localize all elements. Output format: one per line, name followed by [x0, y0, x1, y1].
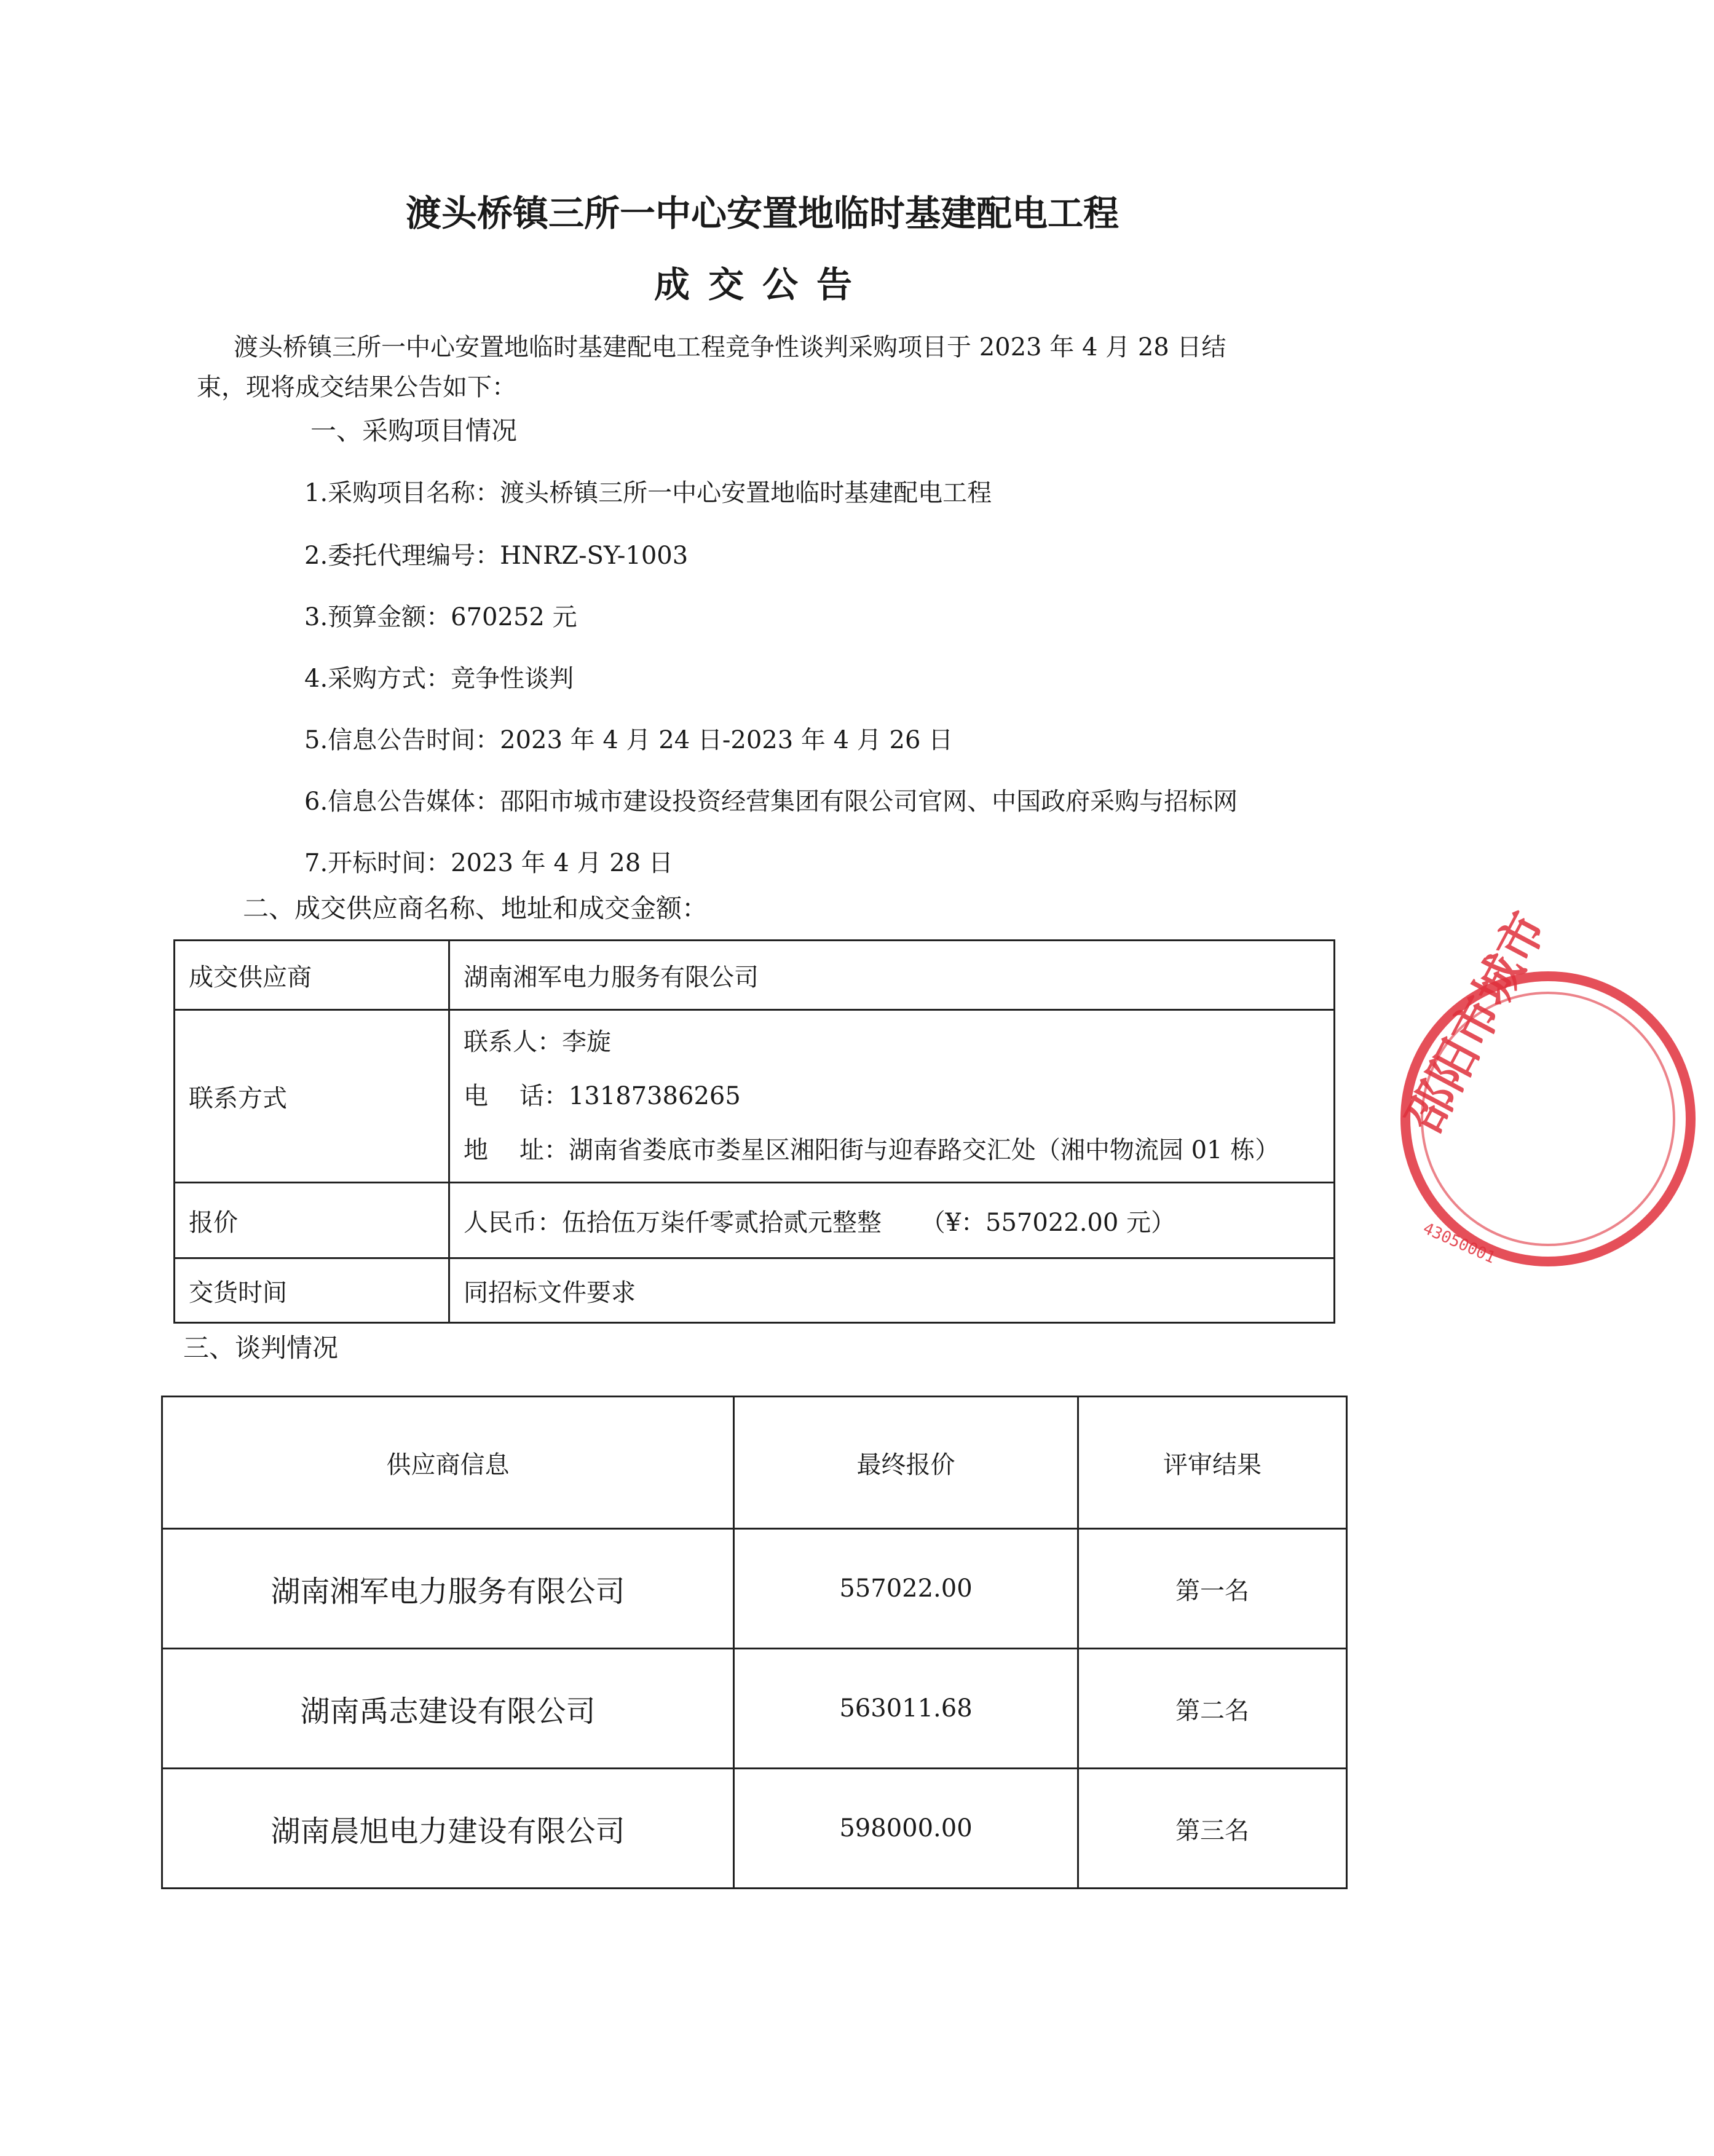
- seal-text: 邵阳市城市: [1396, 903, 1558, 1142]
- contact-value: [449, 1010, 1335, 1183]
- bid-opening-item: 7.开标时间：2023 年 4 月 28 日: [304, 849, 673, 877]
- ranking-cell: 第三名: [1078, 1769, 1347, 1889]
- procurement-method-item: 4.采购方式：竞争性谈判: [304, 665, 574, 693]
- section-3-heading: 三、谈判情况: [183, 1333, 339, 1363]
- contact-person: 联系人：李旋: [464, 1028, 611, 1056]
- document-subtitle: 成交公告: [654, 264, 871, 306]
- supplier-name-cell: 湖南湘军电力服务有限公司: [162, 1529, 734, 1649]
- winning-supplier-table: [173, 939, 1335, 1324]
- table-row: [162, 1769, 1347, 1889]
- intro-line-1: 渡头桥镇三所一中心安置地临时基建配电工程竞争性谈判采购项目于 2023 年 4 月 28 日结: [234, 333, 1226, 361]
- notice-media-item: 6.信息公告媒体：邵阳市城市建设投资经营集团有限公司官网、中国政府采购与招标网: [304, 788, 1238, 816]
- supplier-name-cell: 湖南晨旭电力建设有限公司: [162, 1769, 734, 1889]
- supplier-value: 湖南湘军电力服务有限公司: [449, 941, 1335, 1010]
- contact-phone: 电 话：13187386265: [464, 1082, 741, 1110]
- table-row: [162, 1649, 1347, 1769]
- document-title: 渡头桥镇三所一中心安置地临时基建配电工程: [405, 192, 1119, 234]
- delivery-label: 交货时间: [175, 1258, 449, 1323]
- final-price-cell: 557022.00: [734, 1529, 1078, 1649]
- column-header-final-price: 最终报价: [734, 1397, 1078, 1529]
- delivery-value: 同招标文件要求: [449, 1258, 1335, 1323]
- supplier-name-cell: 湖南禹志建设有限公司: [162, 1649, 734, 1769]
- ranking-cell: 第二名: [1078, 1649, 1347, 1769]
- section-1-heading: 一、采购项目情况: [310, 416, 518, 446]
- intro-line-2: 束，现将成交结果公告如下：: [197, 373, 516, 401]
- price-label: 报价: [175, 1183, 449, 1258]
- ranking-cell: 第一名: [1078, 1529, 1347, 1649]
- price-value: 人民币：伍拾伍万柒仟零贰拾贰元整整 （¥：557022.00 元）: [449, 1183, 1335, 1258]
- notice-period-item: 5.信息公告时间：2023 年 4 月 24 日-2023 年 4 月 26 日: [304, 726, 954, 754]
- company-seal-stamp: [1394, 903, 1558, 1273]
- column-header-review-result: 评审结果: [1078, 1397, 1347, 1529]
- contact-address: 地 址：湖南省娄底市娄星区湘阳街与迎春路交汇处（湘中物流园 01 栋）: [464, 1136, 1280, 1164]
- final-price-cell: 598000.00: [734, 1769, 1078, 1889]
- project-name-item: 1.采购项目名称：渡头桥镇三所一中心安置地临时基建配电工程: [304, 479, 992, 507]
- column-header-supplier: 供应商信息: [162, 1397, 734, 1529]
- contact-label: 联系方式: [175, 1010, 449, 1183]
- table-row: [175, 941, 1335, 1010]
- seal-code: 43050001: [1420, 1219, 1498, 1268]
- agency-number-item: 2.委托代理编号：HNRZ-SY-1003: [304, 542, 689, 570]
- negotiation-results-table: [161, 1396, 1348, 1889]
- table-row: [162, 1529, 1347, 1649]
- table-row: [175, 1258, 1335, 1323]
- budget-item: 3.预算金额：670252 元: [304, 603, 577, 631]
- table-row: [175, 1183, 1335, 1258]
- supplier-label: 成交供应商: [175, 941, 449, 1010]
- table-row: [175, 1010, 1335, 1183]
- section-2-heading: 二、成交供应商名称、地址和成交金额：: [243, 893, 708, 923]
- table-header-row: [162, 1397, 1347, 1529]
- final-price-cell: 563011.68: [734, 1649, 1078, 1769]
